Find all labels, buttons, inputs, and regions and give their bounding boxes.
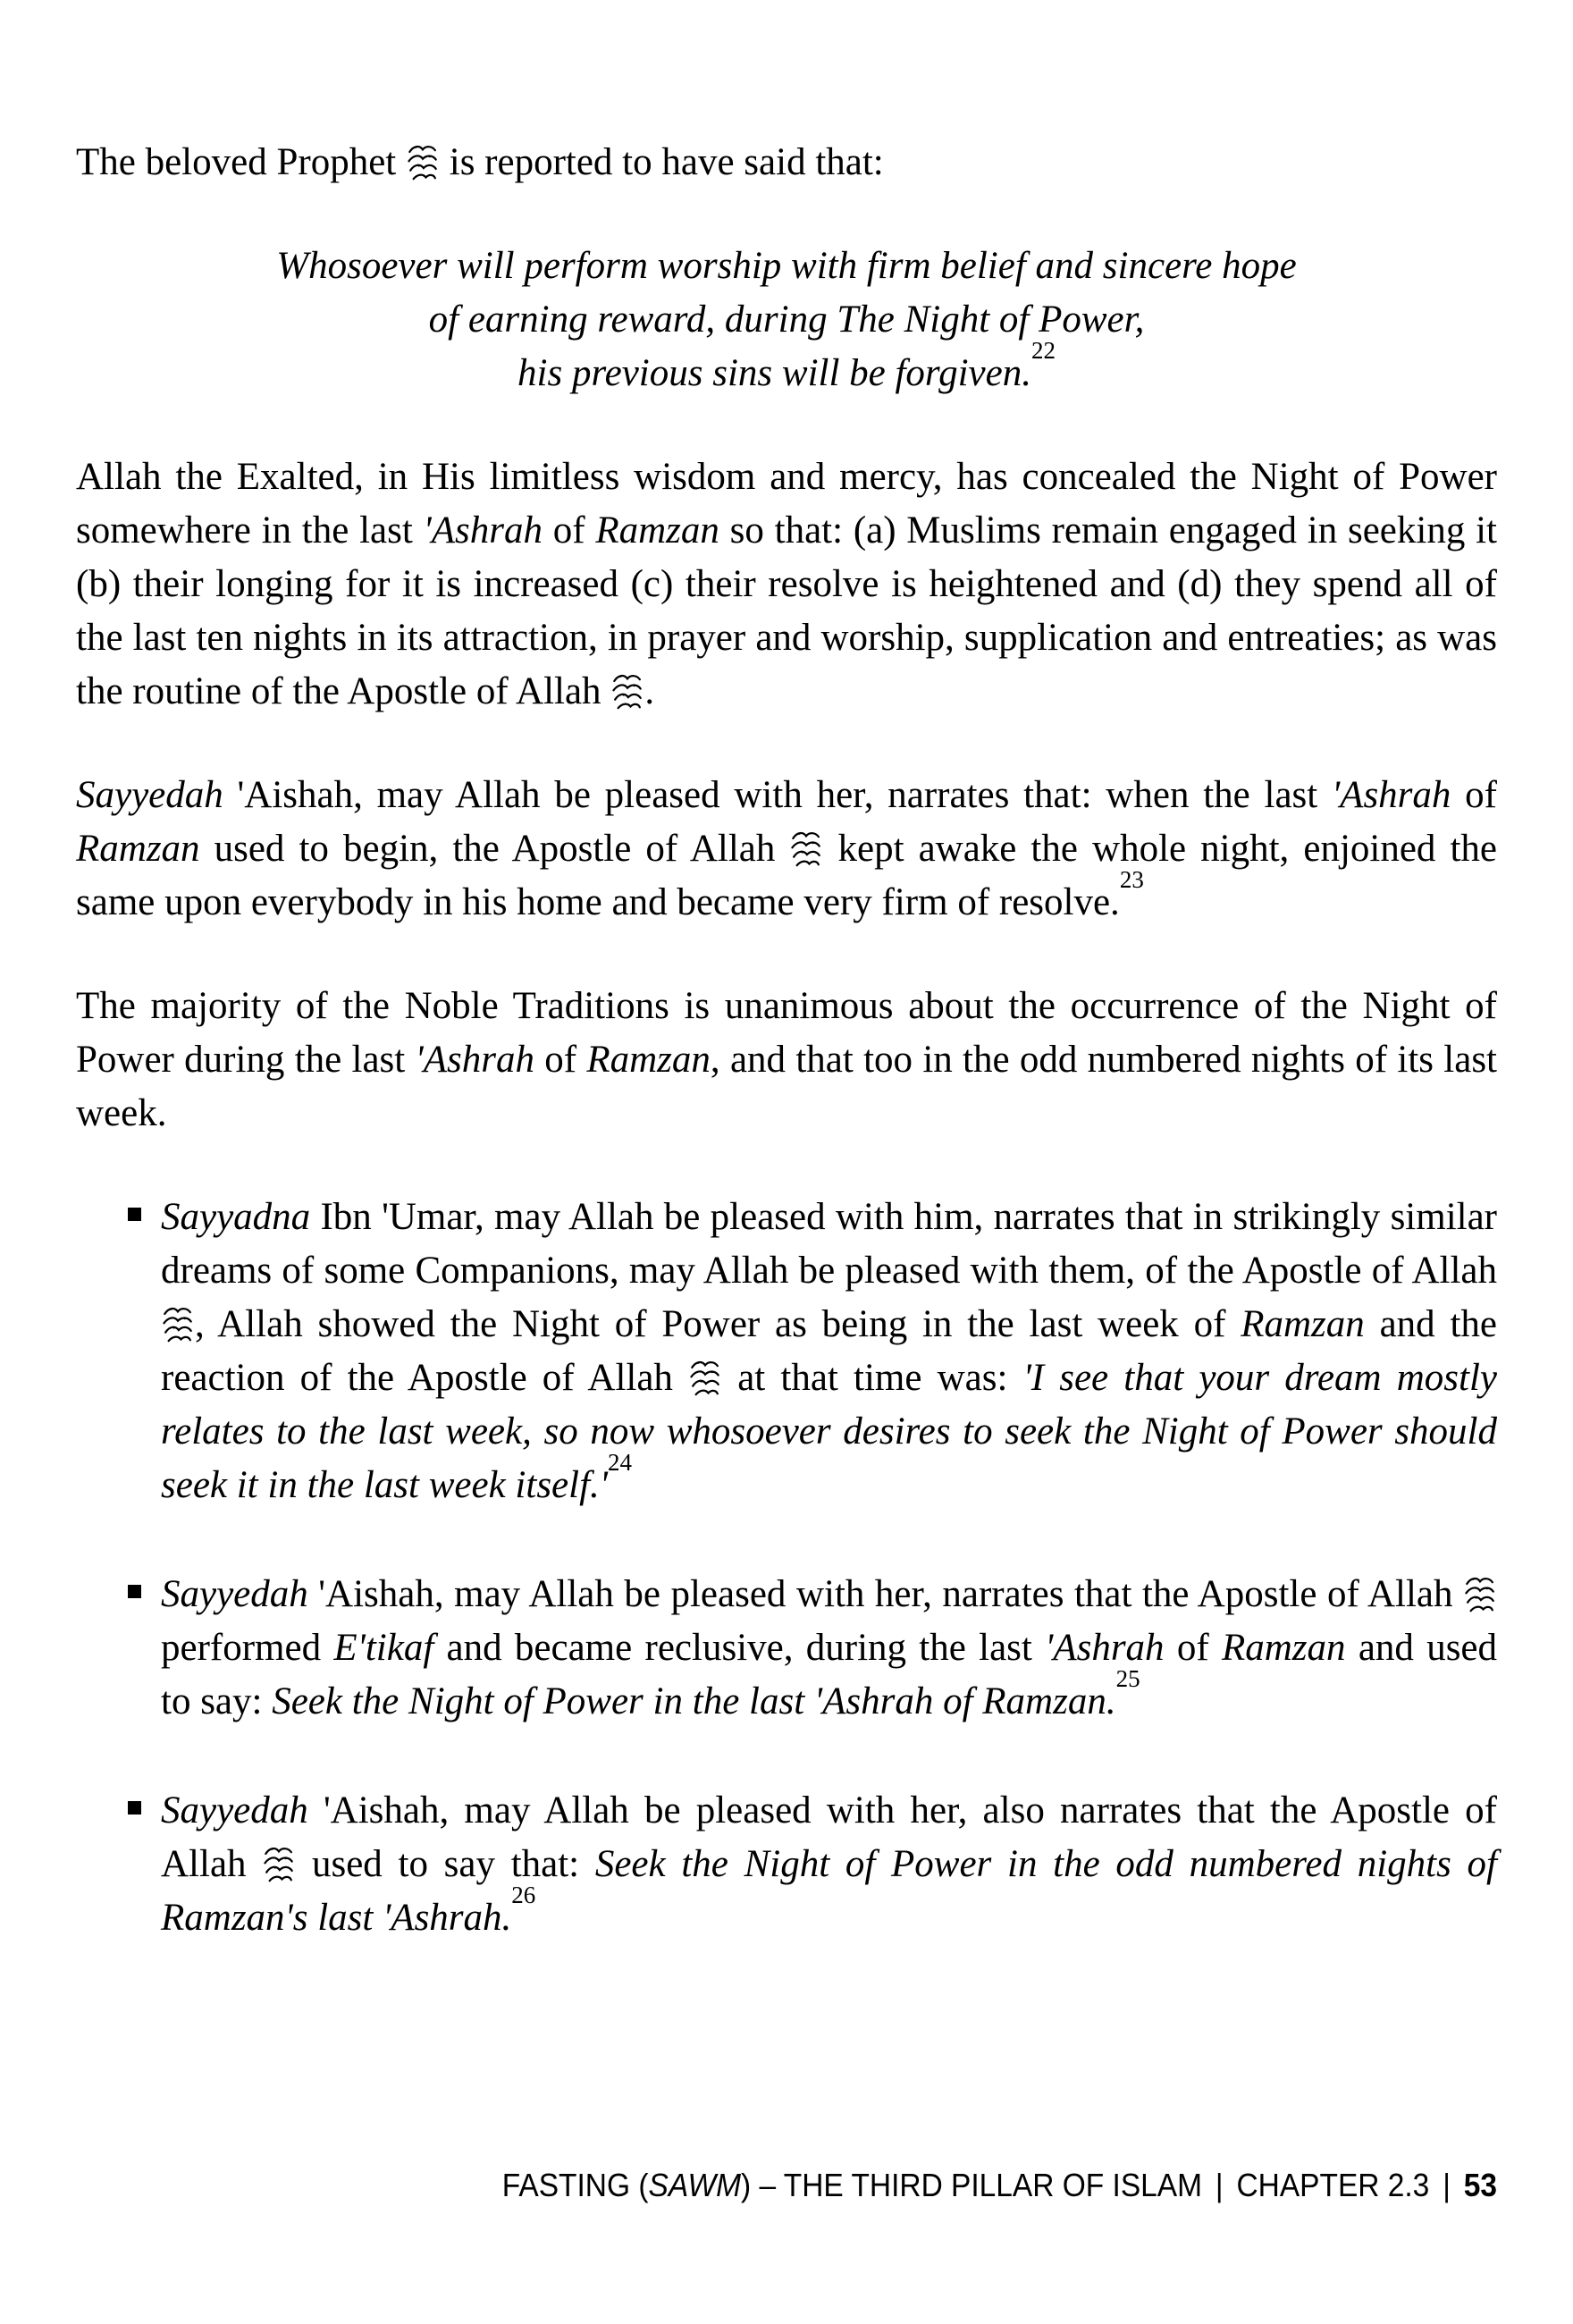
- text-run: Whosoever will perform worship with firm belief and sincere hope: [276, 245, 1297, 287]
- pbuh-calligraphy-icon: [1463, 1574, 1497, 1615]
- footnote-ref: 24: [607, 1448, 632, 1476]
- italic-text: Ramzan: [1241, 1303, 1365, 1345]
- italic-text: Sayyadna: [161, 1196, 311, 1238]
- text-run: Ibn 'Umar, may Allah be pleased with him, narrates that in strikingly similar dreams of some Companions, may Allah be pleased with them, of the Apostle of Allah: [161, 1196, 1497, 1292]
- pbuh-calligraphy-icon: [406, 142, 440, 183]
- bullet-marker-icon: [128, 1585, 141, 1598]
- intro-paragraph: [76, 136, 1497, 189]
- italic-text: 'Ashrah: [1331, 774, 1451, 816]
- text-run: at that time was:: [722, 1357, 1023, 1399]
- text-run: of: [1451, 774, 1498, 816]
- italic-text: Sayyedah: [76, 774, 223, 816]
- hadith-quote: [76, 240, 1497, 400]
- text-run: CHAPTER 2.3: [1236, 2167, 1430, 2203]
- bullet-marker-icon: [128, 1801, 141, 1815]
- text-run: ) – THE THIRD PILLAR OF ISLAM: [741, 2167, 1202, 2203]
- footnote-ref: 22: [1030, 336, 1056, 364]
- italic-text: Ramzan: [586, 1039, 711, 1081]
- italic-text: Seek the Night of Power in the odd numbered nights of Ramzan's last 'Ashrah.: [161, 1843, 1497, 1939]
- text-run: The majority of the Noble Traditions is unanimous about the occurrence of the Night of Power during the last: [76, 985, 1497, 1081]
- bullet-aishah-odd-nights: [76, 1784, 1497, 1945]
- quote-line: [76, 240, 1497, 293]
- text-run: .: [644, 670, 655, 712]
- text-run: performed: [161, 1627, 334, 1669]
- text-run: , Allah showed the Night of Power as being in the last week of: [195, 1303, 1241, 1345]
- text-run: used to begin, the Apostle of Allah: [199, 828, 790, 870]
- text-run: of: [534, 1039, 587, 1081]
- bullet-aishah-etikaf: [76, 1568, 1497, 1729]
- italic-text: 'Ashrah: [423, 509, 543, 552]
- separator: |: [1215, 2167, 1224, 2203]
- quote-line: [76, 336, 1497, 400]
- italic-text: Seek the Night of Power in the last 'Ashrah of Ramzan.: [272, 1680, 1116, 1722]
- footnote-ref: 23: [1119, 865, 1144, 893]
- bullet-text: [161, 1568, 1497, 1729]
- italic-text: Ramzan: [1221, 1627, 1346, 1669]
- bullet-text: [161, 1784, 1497, 1945]
- pbuh-calligraphy-icon: [262, 1844, 296, 1885]
- text-run: 'Aishah, may Allah be pleased with her, narrates that the Apostle of Allah: [307, 1573, 1463, 1615]
- paragraph-majority-traditions: [76, 980, 1497, 1141]
- text-run: of: [1164, 1627, 1222, 1669]
- footnote-ref: 26: [511, 1881, 536, 1908]
- page-footer: [427, 2167, 1497, 2204]
- separator: |: [1443, 2167, 1451, 2203]
- italic-text: 'Ashrah: [415, 1039, 534, 1081]
- text-run: and the reaction of the Apostle of Allah: [161, 1303, 1497, 1399]
- bold-text: 53: [1463, 2167, 1497, 2203]
- pbuh-calligraphy-icon: [610, 671, 644, 712]
- italic-text: 'Ashrah: [1045, 1627, 1165, 1669]
- text-run: of: [542, 509, 596, 552]
- pbuh-calligraphy-icon: [688, 1358, 722, 1399]
- pbuh-calligraphy-icon: [161, 1304, 195, 1345]
- italic-text: Ramzan: [76, 828, 200, 870]
- text-run: 'Aishah, may Allah be pleased with her, narrates that: when the last: [223, 774, 1332, 816]
- italic-text: Sayyedah: [161, 1573, 308, 1615]
- text-run: FASTING (: [501, 2167, 649, 2203]
- text-run: The beloved Prophet: [76, 141, 406, 183]
- bullet-text: [161, 1191, 1497, 1512]
- text-run: of earning reward, during The Night of Power,: [428, 299, 1145, 341]
- text-run: 'Aishah, may Allah be pleased with her, also narrates that the Apostle of Allah: [161, 1789, 1497, 1885]
- italic-text: 'I see that your dream mostly relates to the last week, so now whosoever desires to seek the Night of Power should seek it in the last week itself.': [161, 1357, 1497, 1506]
- quote-line: [76, 293, 1497, 347]
- bullet-ibn-umar: [76, 1191, 1497, 1512]
- footnote-ref: 25: [1115, 1664, 1140, 1692]
- italic-text: SAWM: [648, 2167, 742, 2203]
- text-run: Allah the Exalted, in His limitless wisdom and mercy, has concealed the Night of Power somewhere in the last: [76, 456, 1497, 552]
- paragraph-aishah-narration: [76, 769, 1497, 930]
- text-run: so that: (a) Muslims remain engaged in seeking it (b) their longing for it is increased (c) their resolve is heightened and (d) they spend all of the last ten nights in its attraction, in prayer and worship, supplication and entreaties; as was the routine of the Apostle of Allah: [76, 509, 1497, 712]
- page-content: [76, 136, 1497, 2000]
- paragraph-concealment: [76, 450, 1497, 719]
- pbuh-calligraphy-icon: [789, 829, 823, 870]
- text-run: used to say that:: [296, 1843, 595, 1885]
- text-run: is reported to have said that:: [440, 141, 884, 183]
- text-run: and became reclusive, during the last: [433, 1627, 1046, 1669]
- text-run: kept awake the whole night, enjoined the same upon everybody in his home and became very firm of resolve.: [76, 828, 1498, 923]
- footer-text: [502, 2167, 1497, 2204]
- italic-text: E'tikaf: [333, 1627, 434, 1669]
- italic-text: Sayyedah: [161, 1789, 308, 1831]
- text-run: and used to say:: [161, 1627, 1498, 1722]
- bullet-marker-icon: [128, 1208, 141, 1221]
- text-run: , and that too in the odd numbered nights of its last week.: [76, 1039, 1498, 1134]
- text-run: his previous sins will be forgiven.: [517, 352, 1031, 394]
- italic-text: Ramzan: [595, 509, 719, 552]
